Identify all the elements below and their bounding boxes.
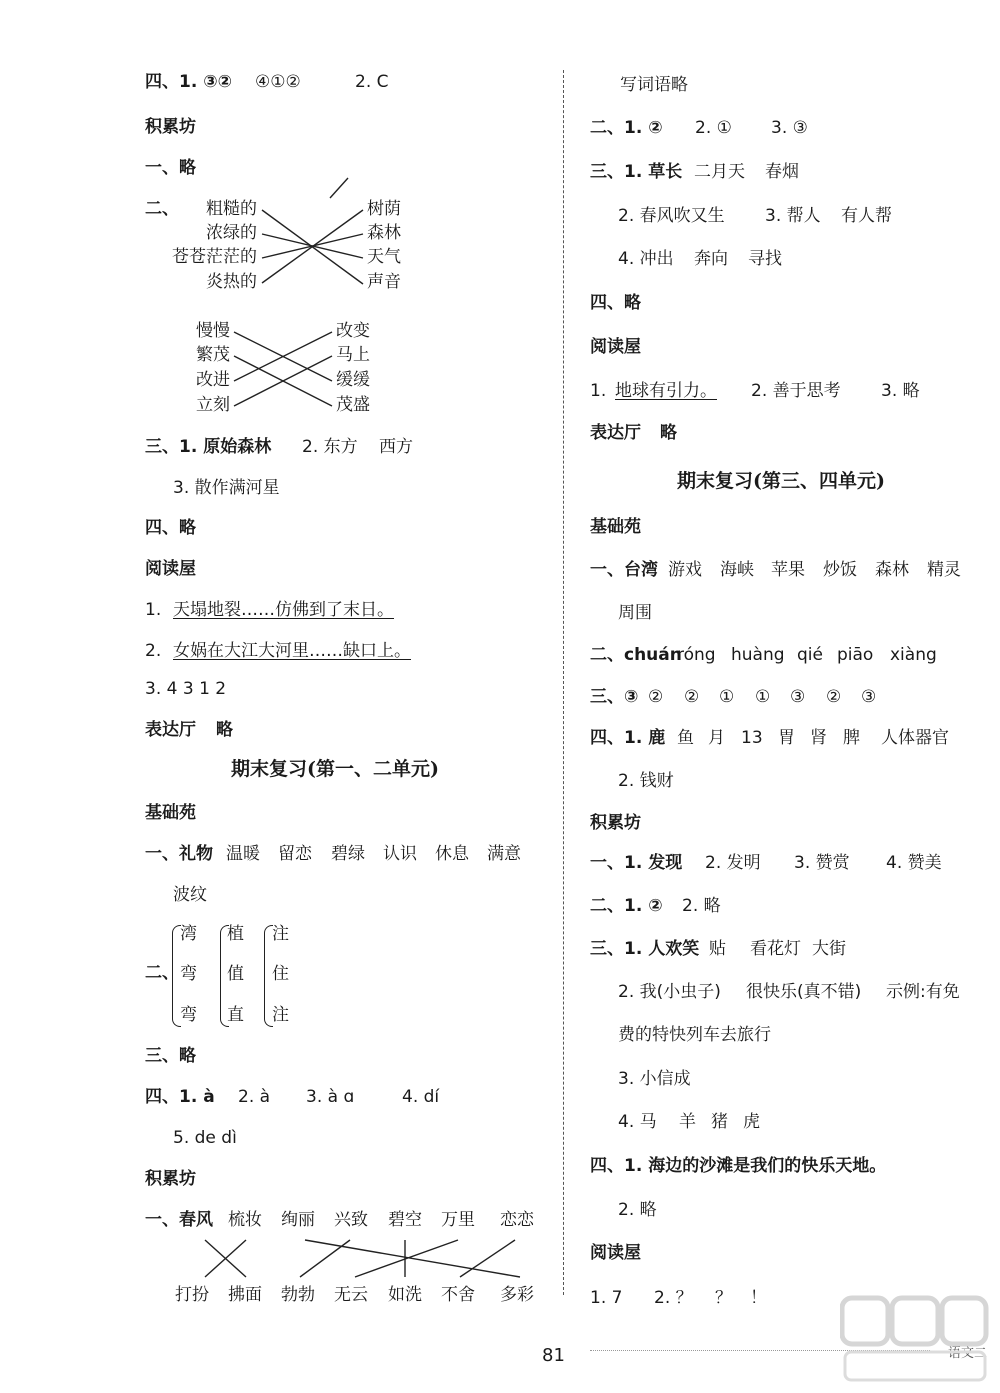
page-number: 81 [542, 1345, 565, 1366]
r-jl-san4-2: 羊 [679, 1112, 696, 1132]
match3-top-7: 恋恋 [500, 1210, 534, 1230]
r-jl-yi-2: 2. 发明 [705, 853, 761, 873]
match2-line-3 [234, 332, 332, 381]
r-last-1: 1. 7 [590, 1288, 623, 1308]
match1-right-4: 声音 [367, 272, 401, 292]
match3-line-3 [305, 1240, 520, 1277]
brace-c2-1: 植 [227, 924, 244, 944]
match3-bottom-1: 打扮 [175, 1285, 209, 1305]
right-san-4: 4. 冲出 [618, 249, 674, 269]
r-pinyin-5: piāo [837, 645, 874, 665]
right-san-3: 3. 帮人 [765, 206, 821, 226]
right-san-4c: 寻找 [748, 249, 782, 269]
right-reading-2: 2. 善于思考 [751, 381, 841, 401]
r-yi-word-5: 炒饭 [823, 560, 857, 580]
match2-left-4: 立刻 [196, 395, 230, 415]
answer-san-3: 3. 散作满河星 [173, 478, 280, 498]
match3-line-1 [205, 1240, 246, 1277]
match2-right-4: 茂盛 [336, 395, 370, 415]
brace-c2-3: 直 [227, 1005, 244, 1025]
match2-left-1: 慢慢 [196, 321, 230, 341]
answer-si-lue: 四、略 [145, 518, 196, 538]
r-si-1: 四、1. 鹿 [590, 728, 666, 748]
r-pinyin-1: 二、chuán [590, 645, 682, 665]
section-jileifang-3: 积累坊 [590, 813, 641, 833]
right-er-2: 2. ① [695, 118, 732, 138]
section-yueduwu-2: 阅读屋 [590, 337, 641, 357]
r-jl-san2-b: 很快乐(真不错) [746, 982, 862, 1002]
r-circle-6: ③ [790, 687, 806, 707]
r-jl-san2-a: 2. 我(小虫子) [618, 982, 721, 1002]
match3-bottom-5: 如洗 [388, 1285, 422, 1305]
r-si-5: 胃 [778, 728, 795, 748]
yi-word-8: 波纹 [173, 885, 207, 905]
reading-2-number: 2. [145, 641, 162, 661]
r-jl-san-1: 三、1. 人欢笑 [590, 939, 700, 959]
answer-yi-lue: 一、略 [145, 158, 196, 178]
answer-san-2: 2. 东方 [302, 437, 358, 457]
r-si-8: 人体器官 [881, 728, 949, 748]
r-jl-si-2: 2. 略 [618, 1200, 657, 1220]
section-biaodating-2: 表达厅 [590, 423, 641, 443]
r-pinyin-3: huàng [731, 645, 785, 665]
match1-line-2 [262, 234, 363, 258]
section-yueduwu-1: 阅读屋 [145, 559, 196, 579]
biaodating-2-lue: 略 [660, 423, 677, 443]
biaodating-1-lue: 略 [216, 720, 233, 740]
answer-si2-3: 3. à ɑ [306, 1087, 355, 1107]
column-divider [563, 70, 564, 1295]
brace-c1-2: 弯 [180, 964, 197, 984]
match2-left-2: 繁茂 [196, 345, 230, 365]
match3-top-2: 梳妆 [228, 1210, 262, 1230]
match2-left-3: 改进 [196, 370, 230, 390]
r-circle-2: ② [648, 687, 664, 707]
brace-er-label: 二、 [145, 963, 179, 983]
section-jichuyuan-2: 基础苑 [590, 517, 641, 537]
r-jl-si-1: 四、1. 海边的沙滩是我们的快乐天地。 [590, 1156, 887, 1176]
brace-c3-1: 注 [272, 924, 289, 944]
section-yueduwu-3: 阅读屋 [590, 1243, 641, 1263]
brace-c1-3: 弯 [180, 1005, 197, 1025]
match1-left-4: 炎热的 [206, 272, 257, 292]
right-san-2: 2. 春风吹又生 [618, 206, 725, 226]
brace-c2-2: 值 [227, 964, 244, 984]
match3-top-3: 绚丽 [281, 1210, 315, 1230]
right-er-1: 二、1. ② [590, 118, 663, 138]
match1-right-2: 森林 [367, 223, 401, 243]
r-last-2: 2. ？ [654, 1288, 693, 1308]
r-jl-san4-3: 猪 [711, 1112, 728, 1132]
match2-line-2 [234, 356, 332, 406]
match1-left-2: 浓绿的 [206, 223, 257, 243]
section-title-unit-1-2: 期末复习(第一、二单元) [231, 758, 439, 780]
match2-line-1 [234, 332, 332, 381]
reading-1-answer: 天塌地裂……仿佛到了末日。 [173, 600, 394, 620]
r-circle-3: ② [684, 687, 700, 707]
match1-line-3 [262, 234, 363, 258]
r-jl-san4-1: 4. 马 [618, 1112, 657, 1132]
section-biaodating-1: 表达厅 [145, 720, 196, 740]
answer-san2-lue: 三、略 [145, 1046, 196, 1066]
match3-bottom-2: 拂面 [228, 1285, 262, 1305]
match3-bottom-7: 多彩 [500, 1285, 534, 1305]
right-si-lue: 四、略 [590, 293, 641, 313]
reading-2-answer: 女娲在大江大河里……缺口上。 [173, 641, 411, 661]
r-si-3: 月 [708, 728, 725, 748]
match2-right-2: 马上 [336, 345, 370, 365]
r-yi-word-8: 周围 [618, 603, 652, 623]
answer-si-1a: 四、1. ③② [145, 72, 232, 92]
right-san-3b: 有人帮 [841, 206, 892, 226]
right-reading-1-number: 1. [590, 381, 607, 401]
yi-word-5: 认识 [383, 844, 417, 864]
match1-right-3: 天气 [367, 247, 401, 267]
right-san-1b: 二月天 [694, 162, 745, 182]
r-jl-san4-4: 虎 [743, 1112, 760, 1132]
section-title-unit-3-4: 期末复习(第三、四单元) [677, 470, 885, 492]
answer-si2-2: 2. à [238, 1087, 271, 1107]
reading-3-answer: 3. 4 3 1 2 [145, 679, 227, 699]
r-jl-yi-1: 一、1. 发现 [590, 853, 683, 873]
r-yi-word-3: 海峡 [720, 560, 754, 580]
brace-c1-1: 湾 [180, 924, 197, 944]
answer-si-1b: ④①② [255, 72, 301, 92]
r-yi-word-4: 苹果 [771, 560, 805, 580]
right-xieci: 写词语略 [620, 75, 688, 95]
match1-stray-mark [330, 178, 348, 198]
r-jl-san2-d: 费的特快列车去旅行 [618, 1025, 771, 1045]
r-yi-word-1: 一、台湾 [590, 560, 658, 580]
match3-bottom-6: 不舍 [441, 1285, 475, 1305]
match2-right-3: 缓缓 [336, 370, 370, 390]
match1-left-1: 粗糙的 [206, 199, 257, 219]
r-si-2-answer: 2. 钱财 [618, 771, 674, 791]
r-circle-1: 三、③ [590, 687, 639, 707]
r-last-4: ！ [750, 1288, 767, 1308]
section-jileifang-2: 积累坊 [145, 1169, 196, 1189]
r-jl-san3: 3. 小信成 [618, 1069, 691, 1089]
r-jl-yi-3: 3. 赞赏 [794, 853, 850, 873]
match3-line-2 [205, 1240, 246, 1277]
match3-bottom-3: 勃勃 [281, 1285, 315, 1305]
right-san-4b: 奔向 [694, 249, 728, 269]
r-yi-word-7: 精灵 [927, 560, 961, 580]
r-si-4: 13 [741, 728, 763, 748]
match2-right-1: 改变 [336, 321, 370, 341]
r-si-7: 脾 [843, 728, 860, 748]
right-er-3: 3. ③ [771, 118, 808, 138]
match2-line-4 [234, 356, 332, 406]
answer-san-2b: 西方 [379, 437, 413, 457]
r-pinyin-4: qié [797, 645, 823, 665]
match3-top-6: 万里 [441, 1210, 475, 1230]
yi-word-2: 温暖 [226, 844, 260, 864]
yi-word-6: 休息 [435, 844, 469, 864]
r-jl-yi-4: 4. 赞美 [886, 853, 942, 873]
r-last-3: ？ [715, 1288, 732, 1308]
right-reading-3: 3. 略 [881, 381, 920, 401]
footer-subject: 语文二 [948, 1346, 988, 1361]
r-circle-5: ① [755, 687, 771, 707]
answer-si2-1: 四、1. à [145, 1087, 215, 1107]
r-pinyin-6: xiàng [890, 645, 937, 665]
r-pinyin-2: róng [677, 645, 716, 665]
r-yi-word-6: 森林 [875, 560, 909, 580]
answer-si-1c: 2. C [355, 72, 389, 92]
r-circle-8: ③ [861, 687, 877, 707]
answer-san-1: 三、1. 原始森林 [145, 437, 272, 457]
match3-bottom-4: 无云 [334, 1285, 368, 1305]
r-circle-4: ① [719, 687, 735, 707]
brace-c3-2: 住 [272, 964, 289, 984]
match1-line-4 [262, 210, 363, 283]
reading-1-number: 1. [145, 600, 162, 620]
r-circle-7: ② [826, 687, 842, 707]
answer-si2-5: 5. de dì [173, 1128, 237, 1148]
match1-line-1 [262, 210, 363, 284]
yi-word-4: 碧绿 [331, 844, 365, 864]
answer-si2-4: 4. dí [402, 1087, 440, 1107]
r-jl-san-3: 看花灯 [750, 939, 801, 959]
r-jl-san-2: 贴 [709, 939, 726, 959]
match1-left-3: 苍苍茫茫的 [172, 247, 257, 267]
r-si-2: 鱼 [677, 728, 694, 748]
r-yi-word-2: 游戏 [668, 560, 702, 580]
match3-line-6 [355, 1240, 458, 1277]
match3-top-5: 碧空 [388, 1210, 422, 1230]
section-jichuyuan-1: 基础苑 [145, 803, 196, 823]
match3-top-4: 兴致 [334, 1210, 368, 1230]
r-jl-er-2: 2. 略 [682, 896, 721, 916]
watermark-logo [840, 1290, 990, 1385]
r-jl-er-1: 二、1. ② [590, 896, 663, 916]
right-reading-1-answer: 地球有引力。 [615, 381, 717, 401]
section-jileifang-1: 积累坊 [145, 117, 196, 137]
match1-right-1: 树荫 [367, 199, 401, 219]
r-jl-san-4: 大街 [812, 939, 846, 959]
yi-word-7: 满意 [487, 844, 521, 864]
match3-line-7 [460, 1240, 515, 1277]
yi-word-3: 留恋 [278, 844, 312, 864]
right-san-1: 三、1. 草长 [590, 162, 683, 182]
brace-c3-3: 注 [272, 1005, 289, 1025]
answer-er-label: 二、 [145, 199, 179, 219]
r-jl-san2-c: 示例:有免 [886, 982, 960, 1002]
match3-top-1: 一、春风 [145, 1210, 213, 1230]
match3-line-4 [300, 1240, 350, 1277]
right-san-1c: 春烟 [765, 162, 799, 182]
r-si-6: 肾 [810, 728, 827, 748]
yi-word-1: 一、礼物 [145, 844, 213, 864]
